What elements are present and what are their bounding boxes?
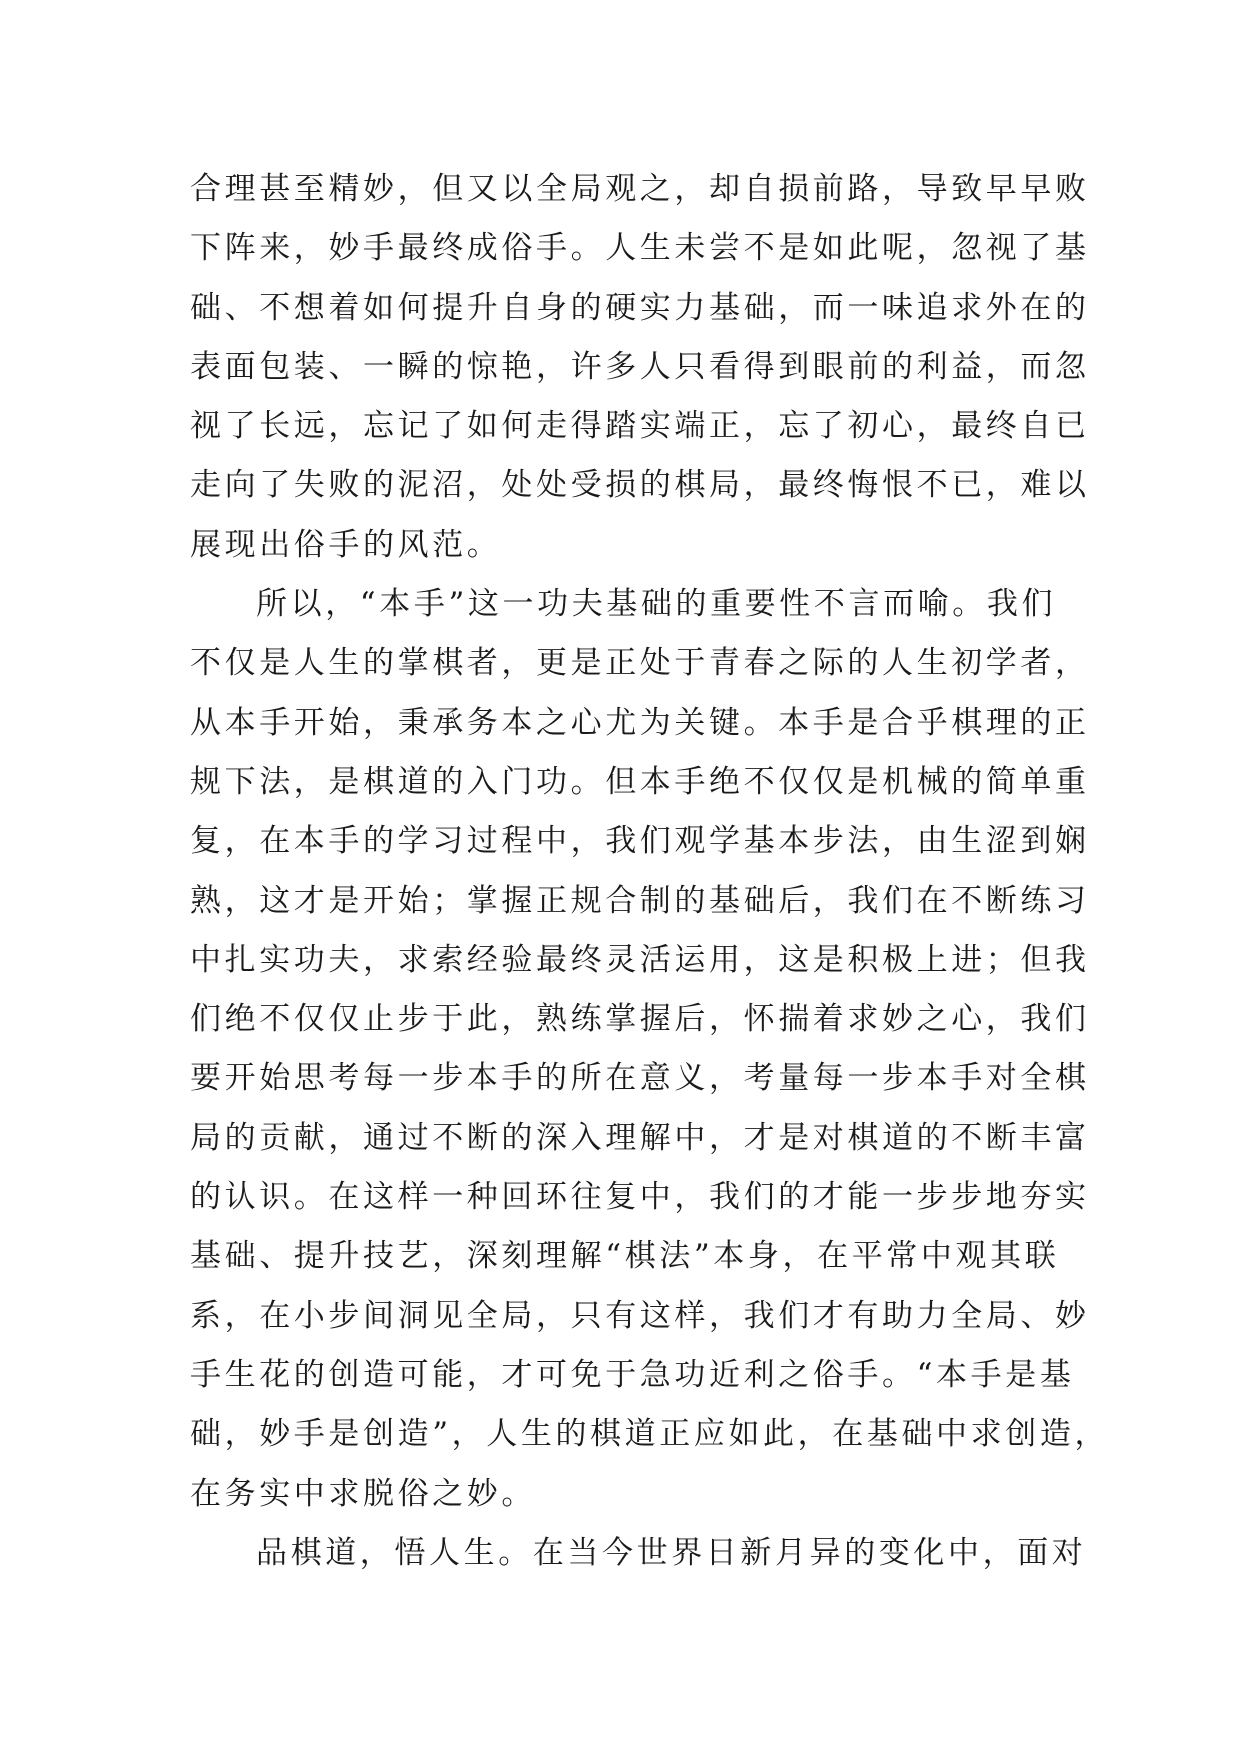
text-line: 手生花的创造可能，才可免于急功近利之俗手。“本手是基 — [190, 1356, 1075, 1393]
text-line: 的认识。在这样一种回环往复中，我们的才能一步步地夯实 — [190, 1179, 1090, 1216]
text-line: 合理甚至精妙，但又以全局观之，却自损前路，导致早早败 — [190, 171, 1090, 207]
text-line: 在务实中求脱俗之妙。 — [190, 1475, 536, 1512]
text-line: 表面包装、一瞬的惊艳，许多人只看得到眼前的利益，而忽 — [190, 348, 1090, 385]
text-line: 视了长远，忘记了如何走得踏实端正，忘了初心，最终自已 — [190, 408, 1090, 445]
text-line: 复，在本手的学习过程中，我们观学基本步法，由生涩到娴 — [190, 823, 1090, 860]
text-line: 础、不想着如何提升自身的硬实力基础，而一味追求外在的 — [190, 289, 1090, 326]
text-line: 基础、提升技艺，深刻理解“棋法”本身，在平常中观其联 — [190, 1238, 1060, 1275]
text-line: 们绝不仅仅止步于此，熟练掌握后，怀揣着求妙之心，我们 — [190, 1001, 1090, 1038]
text-line: 系，在小步间洞见全局，只有这样，我们才有助力全局、妙 — [190, 1297, 1090, 1334]
text-line: 展现出俗手的风范。 — [190, 526, 502, 563]
text-line: 下阵来，妙手最终成俗手。人生未尝不是如此呢，忽视了基 — [190, 230, 1090, 267]
text-line: 规下法，是棋道的入门功。但本手绝不仅仅是机械的简单重 — [190, 763, 1090, 800]
text-line: 所以，“本手”这一功夫基础的重要性不言而喻。我们 — [256, 586, 1057, 623]
text-line: 熟，这才是开始；掌握正规合制的基础后，我们在不断练习 — [190, 882, 1090, 919]
text-line: 础，妙手是创造”，人生的棋道正应如此，在基础中求创造， — [190, 1416, 1110, 1453]
text-line: 从本手开始，秉承务本之心尤为关键。本手是合乎棋理的正 — [190, 704, 1090, 741]
text-line: 中扎实功夫，求索经验最终灵活运用，这是积极上进；但我 — [190, 941, 1090, 978]
body-text — [190, 160, 1110, 1583]
text-line: 局的贡献，通过不断的深入理解中，才是对棋道的不断丰富 — [190, 1119, 1090, 1156]
text-line: 不仅是人生的掌棋者，更是正处于青春之际的人生初学者， — [190, 645, 1090, 682]
text-line: 品棋道，悟人生。在当今世界日新月异的变化中，面对 — [256, 1534, 1087, 1571]
text-line: 走向了失败的泥沼，处处受损的棋局，最终悔恨不已，难以 — [190, 467, 1090, 504]
text-line: 要开始思考每一步本手的所在意义，考量每一步本手对全棋 — [190, 1060, 1090, 1097]
